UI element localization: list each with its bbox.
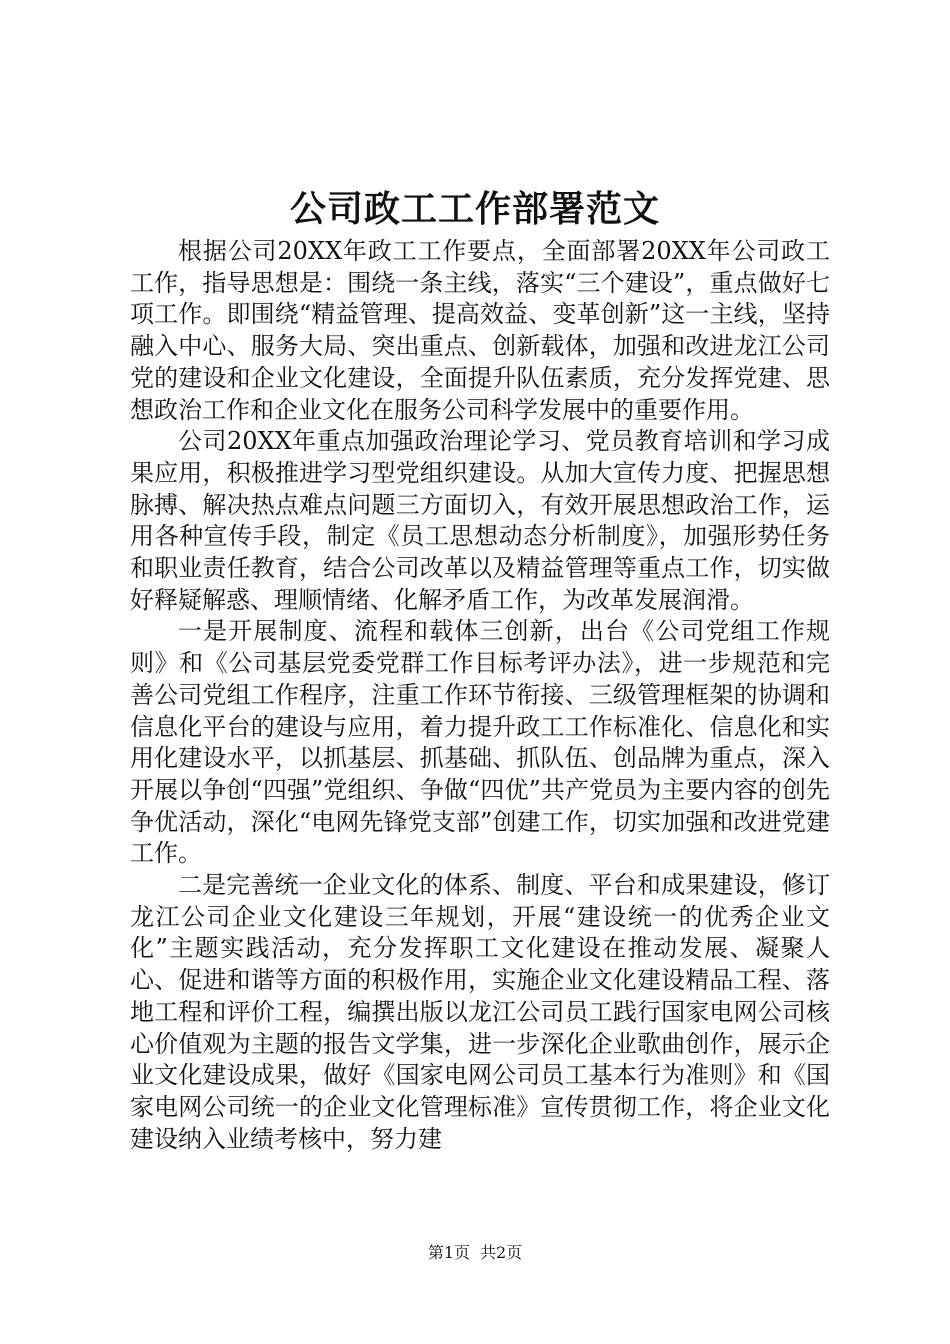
document-title: 公司政工工作部署范文 (289, 188, 660, 230)
paragraph-2: 公司20XX年重点加强政治理论学习、党员教育培训和学习成果应用，积极推进学习型党组织建设。从加大宣传力度、把握思想脉搏、解决热点难点问题三方面切入，有效开展思想政治工作，运用各种宣传手段，制定《员工思想动态分析制度》，加强形势任务和职业责任教育，结合公司改革以及精益管理等重点工作，切实做好释疑解惑、理顺情绪、化解矛盾工作，为改革发展润滑。 (130, 427, 830, 614)
page-footer (0, 1242, 950, 1264)
paragraph-4: 二是完善统一企业文化的体系、制度、平台和成果建设，修订龙江公司企业文化建设三年规划，开展“建设统一的优秀企业文化”主题实践活动，充分发挥职工文化建设在推动发展、凝聚人心、促进和谐等方面的积极作用，实施企业文化建设精品工程、落地工程和评价工程，编撰出版以龙江公司员工践行国家电网公司核心价值观为主题的报告文学集，进一步深化企业歌曲创作，展示企业文化建设成果，做好《国家电网公司员工基本行为准则》和《国家电网公司统一的企业文化管理标准》宣传贯彻工作，将企业文化建设纳入业绩考核中，努力建 (130, 871, 830, 1153)
page-total: 共2页 (480, 1243, 523, 1262)
paragraph-3: 一是开展制度、流程和载体三创新，出台《公司党组工作规则》和《公司基层党委党群工作目标考评办法》，进一步规范和完善公司党组工作程序，注重工作环节衔接、三级管理框架的协调和信息化平台的建设与应用，着力提升政工工作标准化、信息化和实用化建设水平，以抓基层、抓基础、抓队伍、创品牌为重点，深入开展以争创“四强”党组织、争做“四优”共产党员为主要内容的创先争优活动，深化“电网先锋党支部”创建工作，切实加强和改进党建工作。 (130, 617, 830, 868)
page-number: 第1页 (427, 1243, 470, 1262)
paragraph-1: 根据公司20XX年政工工作要点，全面部署20XX年公司政工工作，指导思想是：围绕一条主线，落实“三个建设”，重点做好七项工作。即围绕“精益管理、提高效益、变革创新”这一主线，坚持融入中心、服务大局、突出重点、创新载体，加强和改进龙江公司党的建设和企业文化建设，全面提升队伍素质，充分发挥党建、思想政治工作和企业文化在服务公司科学发展中的重要作用。 (130, 237, 830, 424)
document-body (130, 236, 830, 1155)
